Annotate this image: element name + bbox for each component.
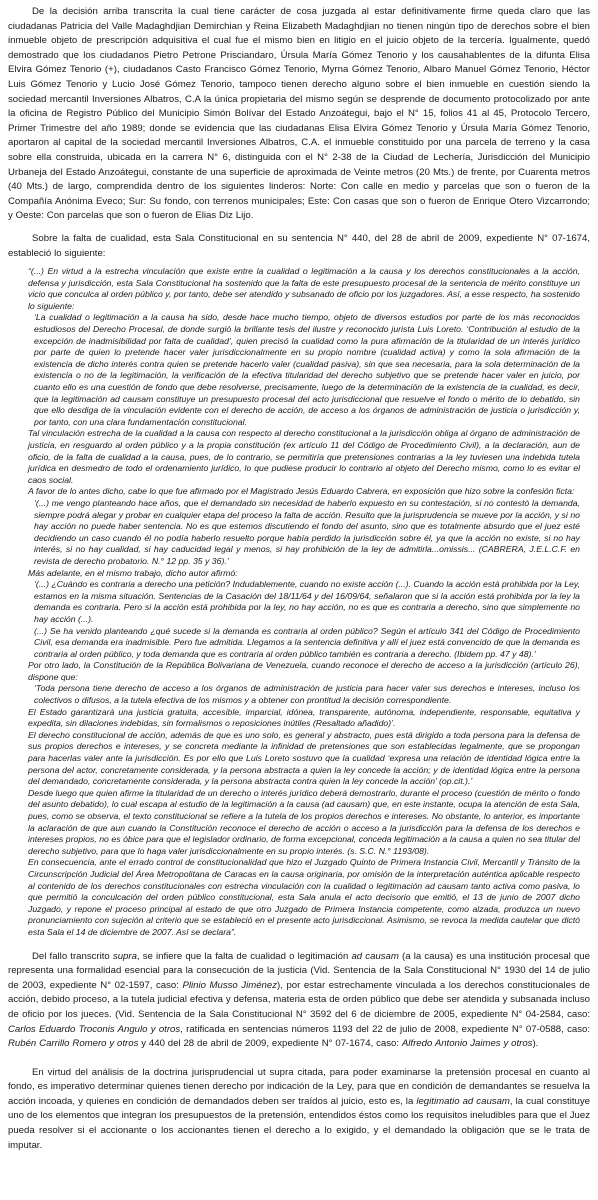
quote-paragraph: ‘(...) ¿Cuándo es contraria a derecho una petición? Indudablemente, cuando no existe acción (...). Cuando la acción está prohibida por la Ley, estamos en la misma situación. Sentencias de la Casación del 18/11/64 y del 16/09/64, señalaron que si la acción está prohibida por la ley la demanda es contraria. Pero si la acción está prohibida por la ley, no hay acción, no es que es contraria a derecho, sino que simplemente no hay acción (...). bbox=[34, 579, 580, 624]
quote-paragraph: ‘Toda persona tiene derecho de acceso a los órganos de administración de justicia para hacer valer sus derechos e intereses, incluso los colectivos o difusos, a la tutela efectiva de los mismos y a obtener con prontitud la decisión correspondiente. bbox=[34, 683, 580, 706]
quote-paragraph: ‘(...) me vengo planteando hace años, que el demandado sin necesidad de haberlo expuesto en su contestación, si no contestó la demanda, siempre podrá alegar y probar en cualquier etapa del proceso la falta de acción. Resulto que la jurisprudencia se mueve por la acción, y si no hay acción no puede haber sentencia. No es que estemos discutiendo el fondo del asunto, sino que es totalmente absurdo que el juez esté decidiendo un caso cuando él no podía haberlo resuelto porque había perdido la jurisdicción sobre él, ya que la acción no existe, si no hay interés, si no hay cualidad, si hay caducidad legal y menos, si hay prohibición de la ley de admitirla...omissis... (CABRERA, J.E.L.C.F. en revista de derecho probatorio. N.° 12 pp. 35 y 36).’ bbox=[34, 497, 580, 566]
quote-paragraph: ‘La cualidad o legitimación a la causa ha sido, desde hace mucho tiempo, objeto de diversos estudios por parte de los más reconocidos estudiosos del Derecho Procesal, de donde surgió la brillante tesis del ilustre y reconocido jurista Luis Loreto. ‘Contribución al estudio de la excepción de inadmisibilidad por falta de cualidad’, quien precisó la cualidad como la pura afirmación de la titularidad de un interés jurídico por parte de quien lo pretende hacer valer jurisdiccionalmente en su propio nombre (cualidad activa) y como la sola afirmación de la existencia de dicho interés contra quien se pretende hacerlo valer (cualidad pasiva), sin que sea necesaria, para la sola determinación de la existencia o no de la legitimación, la verificación de la efectiva titularidad del derecho subjetivo que se pretende hacer valer en juicio, por cuanto ello es una cuestión de fondo que debe resolverse, precisamente, luego de la determinación de la existencia de la cualidad, es decir, que la legitimación ad causam constituye un presupuesto procesal del acto jurisdiccional que resuelve el fondo o mérito de lo debatido, sin que ello desdiga de la vinculación evidente con el derecho de acción, de acceso a los órganos de administración de justicia o jurisdicción y, por tanto, con una clara fundamentación constitucional. bbox=[34, 312, 580, 427]
quote-paragraph: (...) Se ha venido planteando ¿qué sucede si la demanda es contraria al orden público? Según el artículo 341 del Código de Procedimiento Civil, esa demanda era inadmisible. Pero fue admitida. Llegamos a la sentencia definitiva y allí el juez está convencido de que la demanda es contraria al orden público, y toda demanda que es contraria al orden público también es contraria a derecho. (Ibidem pp. 47 y 48).’ bbox=[34, 625, 580, 659]
paragraph-falta-de-cualidad-intro: Sobre la falta de cualidad, esta Sala Constitucional en su sentencia N° 440, del 28 de abril de 2009, expediente N° 07-1674, estableció lo siguiente: bbox=[8, 232, 590, 259]
quote-paragraph: En consecuencia, ante el errado control de constitucionalidad que hizo el Juzgado Quinto de Primera Instancia Civil, Mercantil y Tránsito de la Circunscripción Judicial del Área Metropolitana de Caracas en la causa originaria, por omisión de la interpretación auténtica aplicable respecto al contenido de los derechos constitucionales con estrecha vinculación con la cualidad o legitimación ad causam tanto activa como pasiva, lo que permitió la conculcación del orden público constitucional, esta Sala anula el acto decisorio que emitió, el 13 de junio de 2007 dicho Juzgado, y repone el proceso principal al estado de que otro Juzgado de Primera Instancia competente, como alzada, produzca un nuevo pronunciamiento con sujeción al criterio que se estableció en el presente acto jurisdiccional. Asimismo, se revoca la medida cautelar que dictó esta Sala el 14 de diciembre de 2007. Así se declara”. bbox=[28, 857, 580, 937]
paragraph-decision-summary: De la decisión arriba transcrita la cual tiene carácter de cosa juzgada al estar definitivamente firme queda claro que las ciudadanas Patricia del Valle Madaghdjian Demirchian y Reina Elizabeth Madaghdjian no tienen ningún tipo de derechos sobre el bien inmueble objeto de prescripción adquisitiva el cual fue el mismo bien en litigio en el juicio objeto de la tercería. Igualmente, quedó demostrado que los ciudadanos Pietro Petrone Prisciandaro, Úrsula María Gómez Tenorio y los causahablentes de la difunta Elisa Elvira Gómez Tenorio (+), ciudadanos Casto Francisco Gómez Tenorio, Myrna Gómez Tenorio, Albaro Manuel Gómez Tenorio, Héctor Luis Gómez Tenorio y Lucio José Gómez Tenorio, tampoco tienen derecho alguno sobre el bien inmueble en cuestión siendo la sociedad mercantil Inversiones Albatros, C.A la única propietaria del mismo según se desprende de documento protocolizado por ante la oficina de Registro Público del Municipio Simón Bolívar del Estado Anzoátegui, bajo el N° 15, folios 41 al 45, Protocolo Tercero, Primer Trimestre del año 1989; donde se evidencia que las ciudadanas Elisa Elvira Gómez Tenorio y Úrsula María Gómez Tenorio, aportaron al capital de la sociedad mercantil Inversiones Albatros, C.A. el inmueble constituido por una parcela de terreno y la casa sobre ella construida, ubicada en la carrera N° 6, distinguida con el N° 2-38 de la Ciudad de Lechería, Jurisdicción del Municipio Urbaneja del Estado Anzoátegui, constante de una superficie de aproximada de Veinte metros (20 Mts.) de frente, por Cuarenta metros (40 Mts.) de largo, comprendida dentro de los siguientes linderos: Norte: Con calle en medio y parcelas que son o fueron de la Compañía Anónima Eveco; Sur: Su fondo, con terrenos municipales; Este: Con casas que son o fueron de Enrique Otero Vizcarrondo; y Oeste: Con parcelas que son o fueron de Elias Diz Lijo. bbox=[8, 6, 590, 222]
quote-paragraph: Desde luego que quien afirme la titularidad de un derecho o interés jurídico deberá demostrarlo, durante el proceso (cuestión de mérito o fondo del asunto debatido), lo cual escapa al estudio de la legitimación a la causa (ad causam) que, en este instante, ocupa la atención de esta Sala, pues, como se observa, el texto constitucional se refiere a la tutela de los propios derechos e intereses. No obstante, lo anterior, es importante la aclaración de que aun cuando la Constitución reconoce el derecho de acción o acceso a la jurisdicción para la defensa de los derechos e intereses propios, no es óbice para que el legislador ordinario, de forma excepcional, conceda legitimación a la causa a quien no sea titular del derecho subjetivo, para que lo haga valer jurisdiccionalmente en su propio interés. (s. S.C. N.° 1193/08). bbox=[28, 787, 580, 856]
block-quote-sentencia-440 bbox=[8, 266, 590, 938]
quote-paragraph: “(...) En virtud a la estrecha vinculación que existe entre la cualidad o legitimación a la causa y los derechos constitucionales a la acción, defensa y jurisdicción, esta Sala Constitucional ha sostenido que la falta de este presupuesto procesal de la sentencia de mérito constituye un vicio que conculca al orden público y, por tanto, debe ser atendido y subsanado de oficio por los juzgadores. Así, a esse respecto, ha sostenido lo siguiente: bbox=[28, 266, 580, 311]
quote-paragraph: El Estado garantizará una justicia gratuita, accesible, imparcial, idónea, transparente, autónoma, independiente, responsable, equitativa y expedita, sin dilaciones indebidas, sin formalismos o reposiciones inútiles (Resaltado añadido)’. bbox=[28, 706, 580, 729]
quote-paragraph: A favor de lo antes dicho, cabe lo que fue afirmado por el Magistrado Jesús Eduardo Cabrera, en exposición que hizo sobre la confesión ficta: bbox=[28, 486, 575, 497]
paragraph-fallo-analysis: Del fallo transcrito supra, se infiere que la falta de cualidad o legitimación ad causam (a la causa) es una institución procesal que representa una formalidad esencial para la consecución de la justicia (Vid. Sentencia de la Sala Constitucional N° 1930 del 14 de julio de 2003, expediente N° 02-1597, caso: Plinio Musso Jiménez), por estar estrechamente vinculada a los derechos constitucionales de acción, debido proceso, a la tutela judicial efectiva y defensa, materia esta de orden público que debe ser atendida y subsanada incluso de oficio por los jueces. (Vid. Sentencia de la Sala Constitucional N° 3592 del 6 de diciembre de 2005, expediente N° 04-2584, caso: Carlos Eduardo Troconis Angulo y otros, ratificada en sentencias números 1193 del 22 de julio de 2008, expediente N° 07-0588, caso: Rubén Carrillo Romero y otros y 440 del 28 de abril de 2009, expediente N° 07-1674, caso: Alfredo Antonio Jaimes y otros). bbox=[8, 950, 591, 1050]
quote-paragraph: Más adelante, en el mismo trabajo, dicho autor afirmó: bbox=[28, 567, 238, 578]
quote-paragraph: Por otro lado, la Constitución de la República Bolivariana de Venezuela, cuando reconoce el derecho de acceso a la jurisdicción (artículo 26), dispone que: bbox=[28, 660, 580, 682]
paragraph-legitimatio-conclusion: En virtud del análisis de la doctrina jurisprudencial ut supra citada, para poder examinarse la pretensión procesal en cuanto al fondo, es imperativo determinar quienes tienen derecho por indicación de la Ley, para que en condición de demandantes se resuelva la acción incoada, y quienes en condición de demandados deben ser traídos al juicio, esto es, la legitimatio ad causam, la cual constituye uno de los elementos que integran los presupuestos de la pretensión, entendidos éstos como los requisitos ineludibles para que el Juez pueda resolver si el accionante o los accionantes tienen el derecho a lo exigido, y el demandado la obligación que se le trata de imputar. bbox=[8, 1066, 590, 1151]
quote-paragraph: El derecho constitucional de acción, además de que es uno solo, es general y abstracto, pues está dirigido a toda persona para la defensa de sus propios derechos e intereses, y se concreta mediante la infinidad de pretensiones que son establecidas legalmente, que se propongan para hacerlas valer ante la jurisdicción. Es por ello que Luis Loreto sostuvo que la cualidad ‘expresa una relación de identidad lógica entre la persona del actor, concretamente considerada, y la persona abstracta a quien la ley concede la acción; y de identidad lógica entre la persona del demandado, concretamente considerada, y la persona abstracta contra quien la ley concede la acción’ (op.cit.).’ bbox=[28, 729, 580, 787]
quote-paragraph: Tal vinculación estrecha de la cualidad a la causa con respecto al derecho constitucional a la jurisdicción obliga al órgano de administración de justicia, en resguardo al orden público y a la propia constitución (ex artículo 11 del Código de Procedimiento Civil), a la declaración, aun de oficio, de la falta de cualidad a la causa, pues, de lo contrario, se permitiría que pretensiones contrarias a la ley tuviesen una indebida tutela jurídica en desmedro de todo el ordenamiento jurídico, lo que pudiese producir lo contrario al objeto del Derecho mismo, como lo es evitar el caos social. bbox=[28, 428, 580, 485]
